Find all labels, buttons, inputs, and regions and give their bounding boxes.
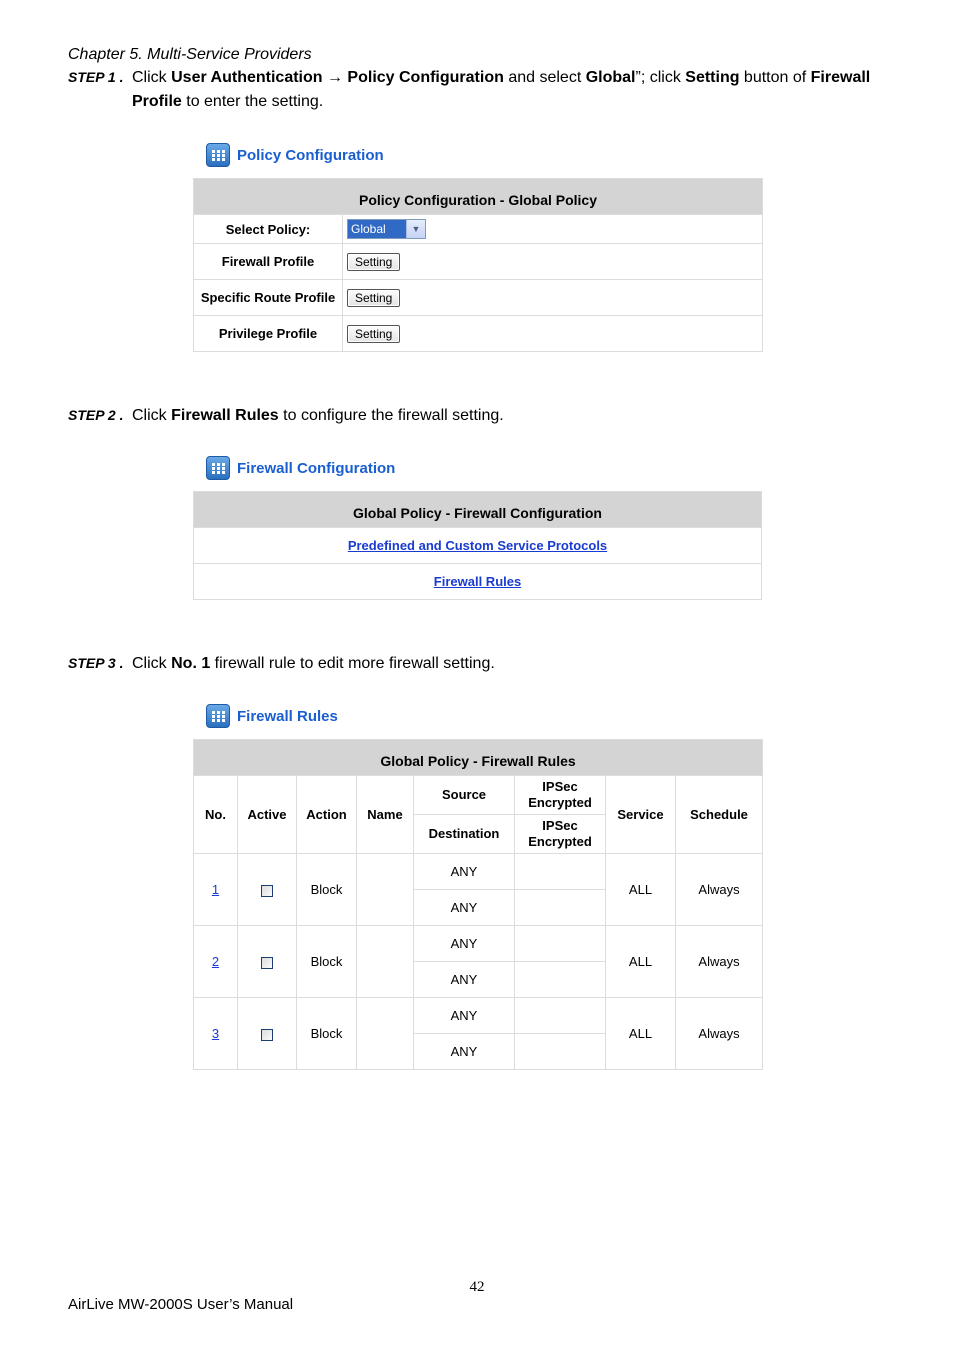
text: Click	[132, 407, 172, 424]
firewall-profile-setting-button[interactable]: Setting	[347, 253, 400, 271]
rule-3-schedule: Always	[676, 998, 763, 1070]
grid-icon	[206, 143, 230, 167]
rule-3-source-ipsec	[515, 998, 606, 1034]
rule-2-schedule: Always	[676, 926, 763, 998]
policy-select[interactable]	[347, 219, 426, 239]
col-active: Active	[238, 776, 297, 854]
rule-2-action: Block	[297, 926, 357, 998]
grid-icon	[206, 704, 230, 728]
col-source: Source	[414, 776, 515, 815]
text: Click	[132, 69, 172, 86]
encrypted-label: Encrypted	[528, 795, 592, 810]
rule-1-service: ALL	[606, 854, 676, 926]
rule-3-service: ALL	[606, 998, 676, 1070]
rule-3-action: Block	[297, 998, 357, 1070]
page-number: 42	[469, 1279, 485, 1295]
rule-1-source-ipsec	[515, 854, 606, 890]
text-bold: Firewall	[810, 69, 871, 86]
step-2-text	[68, 403, 504, 428]
col-destination: Destination	[414, 815, 515, 854]
ipsec-label: IPSec	[542, 779, 578, 794]
policy-config-title	[206, 142, 384, 168]
rule-2-name	[357, 926, 414, 998]
step-1-text	[68, 65, 898, 114]
table-row	[194, 854, 763, 890]
table-header: Policy Configuration - Global Policy	[194, 179, 763, 215]
firewall-rules-table	[193, 739, 763, 1070]
section-title: Policy Configuration	[237, 146, 384, 164]
rule-1-source: ANY	[414, 854, 515, 890]
col-no: No.	[194, 776, 238, 854]
rule-3-link[interactable]: 3	[211, 1026, 220, 1041]
col-destination-ipsec	[515, 815, 606, 854]
rule-3-source: ANY	[414, 998, 515, 1034]
step-3-label: STEP 3 .	[68, 655, 124, 671]
col-service: Service	[606, 776, 676, 854]
col-name: Name	[357, 776, 414, 854]
specific-route-profile-label: Specific Route Profile	[194, 280, 343, 316]
arrow-icon: →	[322, 69, 348, 86]
firewall-config-title	[206, 455, 395, 481]
text: button of	[739, 69, 811, 86]
firewall-rules-title	[206, 703, 338, 729]
rule-2-active-checkbox[interactable]	[261, 957, 273, 969]
step-1-label: STEP 1 .	[68, 69, 124, 85]
text: firewall rule to edit more firewall setting.	[210, 655, 495, 672]
rule-2-destination: ANY	[414, 962, 515, 998]
firewall-profile-label: Firewall Profile	[194, 244, 343, 280]
rule-3-name	[357, 998, 414, 1070]
firewall-rules-link[interactable]: Firewall Rules	[433, 574, 522, 589]
table-header: Global Policy - Firewall Configuration	[194, 492, 762, 528]
rule-2-source: ANY	[414, 926, 515, 962]
text: ”; click	[635, 69, 686, 86]
rule-3-active-checkbox[interactable]	[261, 1029, 273, 1041]
text-bold: Policy Configuration	[347, 69, 504, 86]
service-protocols-link[interactable]: Predefined and Custom Service Protocols	[347, 538, 608, 553]
rule-1-active-checkbox[interactable]	[261, 885, 273, 897]
text-bold: Setting	[685, 69, 740, 86]
col-action: Action	[297, 776, 357, 854]
privilege-profile-label: Privilege Profile	[194, 316, 343, 352]
encrypted-label: Encrypted	[528, 834, 592, 849]
rule-2-service: ALL	[606, 926, 676, 998]
text-bold: No. 1	[171, 655, 211, 672]
select-policy-label: Select Policy:	[194, 215, 343, 244]
text-bold: User Authentication	[171, 69, 323, 86]
rule-1-schedule: Always	[676, 854, 763, 926]
rule-1-link[interactable]: 1	[211, 882, 220, 897]
firewall-config-table	[193, 491, 762, 600]
ipsec-label: IPSec	[542, 818, 578, 833]
section-title: Firewall Configuration	[237, 459, 396, 477]
col-source-ipsec	[515, 776, 606, 815]
text-bold: Firewall Rules	[171, 407, 279, 424]
table-row	[194, 998, 763, 1034]
chapter-heading: Chapter 5. Multi-Service Providers	[68, 46, 312, 63]
rule-3-destination: ANY	[414, 1034, 515, 1070]
section-title: Firewall Rules	[237, 707, 338, 725]
text-bold: Global	[585, 69, 636, 86]
text: to configure the firewall setting.	[278, 407, 504, 424]
grid-icon	[206, 456, 230, 480]
text: to enter the setting.	[181, 93, 324, 110]
rule-3-destination-ipsec	[515, 1034, 606, 1070]
rule-1-action: Block	[297, 854, 357, 926]
table-header: Global Policy - Firewall Rules	[194, 740, 763, 776]
rule-2-source-ipsec	[515, 926, 606, 962]
text: Click	[132, 655, 172, 672]
policy-config-table	[193, 178, 763, 352]
text: and select	[503, 69, 586, 86]
step-2-label: STEP 2 .	[68, 407, 124, 423]
chevron-down-icon[interactable]: ▼	[406, 220, 425, 238]
table-row	[194, 926, 763, 962]
rule-2-destination-ipsec	[515, 962, 606, 998]
policy-select-value: Global	[348, 220, 406, 238]
rule-2-link[interactable]: 2	[211, 954, 220, 969]
rule-1-destination-ipsec	[515, 890, 606, 926]
privilege-profile-setting-button[interactable]: Setting	[347, 325, 400, 343]
rule-1-name	[357, 854, 414, 926]
specific-route-profile-setting-button[interactable]: Setting	[347, 289, 400, 307]
text-bold: Profile	[132, 93, 182, 110]
col-schedule: Schedule	[676, 776, 763, 854]
footer-manual-title: AirLive MW-2000S User’s Manual	[68, 1296, 294, 1313]
step-3-text	[68, 651, 495, 676]
rule-1-destination: ANY	[414, 890, 515, 926]
